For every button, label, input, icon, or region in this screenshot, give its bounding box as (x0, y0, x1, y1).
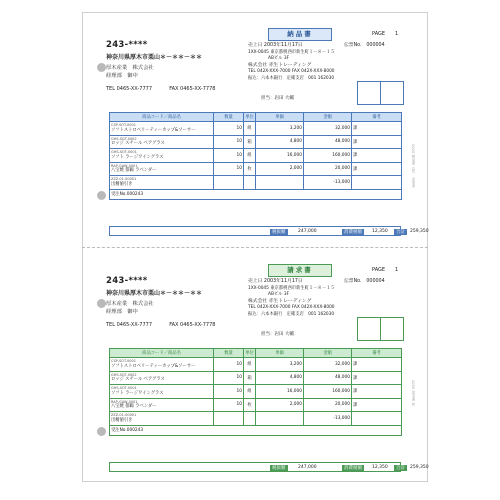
tax-value: 12,350 (372, 229, 388, 234)
tax-label: 消費税額 (344, 466, 362, 471)
price-cell: 4,800 (256, 371, 304, 385)
tax-value: 12,350 (372, 465, 388, 470)
subtotal-label: 税抜額 (272, 466, 286, 471)
item-code: ZZZ-01-00001 (111, 413, 137, 418)
issuer-bank: 振込：六本木銀行 定確支店 001 162030 (248, 311, 335, 317)
unit-cell: 箱 (244, 371, 256, 385)
qty-cell: 10 (214, 162, 244, 176)
table-row (110, 358, 402, 372)
item-name: 八宝焼 都鶴 ラベンダー (111, 404, 157, 410)
note-cell (352, 412, 402, 426)
delivery-note-form (82, 14, 428, 246)
price-cell: 4,800 (256, 135, 304, 149)
item-name: ソフト ラージワイングラス (111, 154, 164, 160)
customer-fax: FAX 0465-XX-7778 (169, 86, 216, 92)
table-row (110, 398, 402, 412)
issuer-tel: TEL 042X-XXX-7000 FAX 042X-XXX-8000 (248, 305, 335, 311)
customer-tel: TEL 0465-XX-7777 (106, 86, 152, 92)
amount-cell: 32,000 (304, 358, 352, 372)
customer-department: 経理部 御中 (106, 309, 138, 315)
customer-name-block (106, 64, 154, 80)
subtotal-value: 247,000 (298, 465, 317, 470)
item-name: 八宝焼 都鶴 ラベンダー (111, 168, 157, 174)
totals-bar (109, 226, 429, 236)
stamp-box (357, 81, 381, 105)
customer-contact (106, 86, 215, 92)
subtotal-value: 247,000 (298, 229, 317, 234)
item-code: GHS-SOT-0001 (111, 386, 137, 391)
note-cell: 課 (352, 358, 402, 372)
table-row (110, 149, 402, 163)
item-cell (110, 149, 214, 163)
col-header-note: 備考 (352, 113, 402, 122)
customer-name-block (106, 300, 154, 316)
amount-cell: 20,000 (304, 398, 352, 412)
item-cell (110, 398, 214, 412)
invoice-form (82, 250, 428, 482)
unit-cell: 組 (244, 358, 256, 372)
total-label: 合計 (396, 230, 405, 235)
item-code: RAP-GAW-0001 (111, 163, 138, 168)
item-code: RAP-GAW-0001 (111, 399, 138, 404)
table-row (110, 371, 402, 385)
note-cell: 課 (352, 122, 402, 136)
col-header-note: 備考 (352, 349, 402, 358)
item-code: GHS-SGT-0002 (111, 136, 137, 141)
note-cell: 課 (352, 135, 402, 149)
col-header-price: 単価 (256, 349, 304, 358)
note-cell: 課 (352, 149, 402, 163)
item-name: ロッジ スチール ベアグラス (111, 377, 165, 383)
qty-cell: 10 (214, 358, 244, 372)
item-name: ソフトストロベリーティーカップ&ソーサー (111, 363, 196, 369)
total-label: 合計 (396, 466, 405, 471)
col-header-unit: 単位 (244, 113, 256, 122)
price-cell: 2,000 (256, 398, 304, 412)
note-cell: 課 (352, 398, 402, 412)
side-caption: 1000 請求書 控 (411, 380, 415, 406)
remark-row (110, 189, 402, 199)
total-value: 259,350 (410, 229, 429, 234)
unit-cell (244, 176, 256, 190)
qty-cell (214, 176, 244, 190)
item-name: 出精値引き (111, 417, 133, 423)
customer-department: 経理部 御中 (106, 73, 138, 79)
col-header-qty: 数量 (214, 113, 244, 122)
note-cell (352, 176, 402, 190)
amount-cell: 160,000 (304, 149, 352, 163)
slip-number: 伝票No. 000004 (344, 279, 385, 284)
col-header-amount: 金額 (304, 349, 352, 358)
document-title: 納品書 (268, 28, 332, 41)
table-row (110, 412, 402, 426)
items-table (109, 348, 402, 436)
unit-cell (244, 412, 256, 426)
slip-number: 伝票No. 000004 (344, 43, 385, 48)
amount-cell: -13,000 (304, 412, 352, 426)
note-cell: 課 (352, 385, 402, 399)
side-caption: 1000 納品書（控） 出荷済 (411, 144, 415, 188)
qty-cell: 10 (214, 385, 244, 399)
stamp-box (380, 81, 404, 105)
amount-cell: 160,000 (304, 385, 352, 399)
unit-cell: 箱 (244, 135, 256, 149)
sales-rep: 担当：岩田 大輔 (261, 96, 294, 101)
col-header-qty: 数量 (214, 349, 244, 358)
amount-cell: 20,000 (304, 162, 352, 176)
price-cell: 16,000 (256, 149, 304, 163)
issuer-block (248, 286, 335, 318)
amount-cell: -13,000 (304, 176, 352, 190)
col-header-unit: 単位 (244, 349, 256, 358)
customer-postal-code: 243-**** (106, 40, 148, 50)
amount-cell: 48,000 (304, 371, 352, 385)
col-header-item: 商品コード／商品名 (110, 113, 214, 122)
perforation-line (82, 247, 428, 248)
issuer-address-line-1: 1XX-0045 東京都桃西市新生町１－８－１５ (248, 286, 335, 291)
price-cell (256, 412, 304, 426)
document-title: 請求書 (268, 264, 332, 277)
qty-cell: 10 (214, 398, 244, 412)
item-cell (110, 358, 214, 372)
table-row (110, 385, 402, 399)
remark-row (110, 425, 402, 435)
customer-tel: TEL 0465-XX-7777 (106, 322, 152, 328)
customer-company: 厚木産業 株式会社 (106, 65, 154, 71)
item-code: GHS-SOT-0001 (111, 150, 137, 155)
issuer-block (248, 50, 335, 82)
issuer-address-line-2: ABビル 3F (268, 292, 290, 298)
price-cell (256, 176, 304, 190)
items-table (109, 112, 402, 200)
item-code: ZZZ-01-00001 (111, 177, 137, 182)
issuer-address-line-2: ABビル 3F (268, 56, 290, 62)
item-cell (110, 176, 214, 190)
issuer-tel: TEL 042X-XXX-7000 FAX 042X-XXX-8000 (248, 69, 335, 75)
qty-cell: 10 (214, 149, 244, 163)
table-row (110, 135, 402, 149)
col-header-price: 単価 (256, 113, 304, 122)
amount-cell: 32,000 (304, 122, 352, 136)
customer-contact (106, 322, 215, 328)
note-cell: 課 (352, 162, 402, 176)
price-cell: 3,200 (256, 122, 304, 136)
customer-address: 神奈川県厚木市栗山＊－＊＊－＊＊ (106, 290, 203, 297)
qty-cell: 10 (214, 371, 244, 385)
sales-rep: 担当：岩田 大輔 (261, 332, 294, 337)
table-row (110, 176, 402, 190)
issuer-address-line-1: 1XX-0045 東京都桃西市新生町１－８－１５ (248, 50, 335, 55)
item-cell (110, 162, 214, 176)
qty-cell: 10 (214, 122, 244, 136)
table-row (110, 162, 402, 176)
page-number: PAGE 1 (372, 31, 399, 37)
price-cell: 2,000 (256, 162, 304, 176)
customer-fax: FAX 0465-XX-7778 (169, 322, 216, 328)
item-cell (110, 385, 214, 399)
col-header-item: 商品コード／商品名 (110, 349, 214, 358)
customer-company: 厚木産業 株式会社 (106, 301, 154, 307)
unit-cell: 組 (244, 122, 256, 136)
amount-cell: 48,000 (304, 135, 352, 149)
item-cell (110, 371, 214, 385)
customer-address: 神奈川県厚木市栗山＊－＊＊－＊＊ (106, 54, 203, 61)
issuer-name: 株式会社 赤生トレーディング (248, 298, 312, 304)
col-header-amount: 金額 (304, 113, 352, 122)
item-name: 出精値引き (111, 181, 133, 187)
qty-cell (214, 412, 244, 426)
item-code: CSP-SOT-0001 (111, 123, 136, 128)
item-code: CSP-SOT-0001 (111, 359, 136, 364)
customer-postal-code: 243-**** (106, 276, 148, 286)
subtotal-label: 税抜額 (272, 230, 286, 235)
item-cell (110, 122, 214, 136)
item-cell (110, 412, 214, 426)
stamp-box (380, 317, 404, 341)
price-cell: 3,200 (256, 358, 304, 372)
item-name: ロッジ スチール ベアグラス (111, 141, 165, 147)
unit-cell: 枚 (244, 162, 256, 176)
issuer-bank: 振込：六本木銀行 定確支店 001 162030 (248, 75, 335, 81)
item-name: ソフト ラージワイングラス (111, 390, 164, 396)
unit-cell: 組 (244, 149, 256, 163)
page-number: PAGE 1 (372, 267, 399, 273)
total-value: 259,350 (410, 465, 429, 470)
item-cell (110, 135, 214, 149)
table-row (110, 122, 402, 136)
order-remark: 受注No.000243 (110, 425, 402, 435)
table-header-row (110, 349, 402, 358)
item-code: GHS-SGT-0002 (111, 372, 137, 377)
stamp-box (357, 317, 381, 341)
totals-bar (109, 462, 429, 472)
unit-cell: 組 (244, 385, 256, 399)
table-header-row (110, 113, 402, 122)
issuer-name: 株式会社 赤生トレーディング (248, 62, 312, 68)
price-cell: 16,000 (256, 385, 304, 399)
unit-cell: 枚 (244, 398, 256, 412)
qty-cell: 10 (214, 135, 244, 149)
order-remark: 受注No.000243 (110, 189, 402, 199)
note-cell: 課 (352, 371, 402, 385)
item-name: ソフトストロベリーティーカップ&ソーサー (111, 127, 196, 133)
sales-date: 売上日 2003年11月17日 (248, 279, 303, 284)
sales-date: 売上日 2003年11月17日 (248, 43, 303, 48)
tax-label: 消費税額 (344, 230, 362, 235)
